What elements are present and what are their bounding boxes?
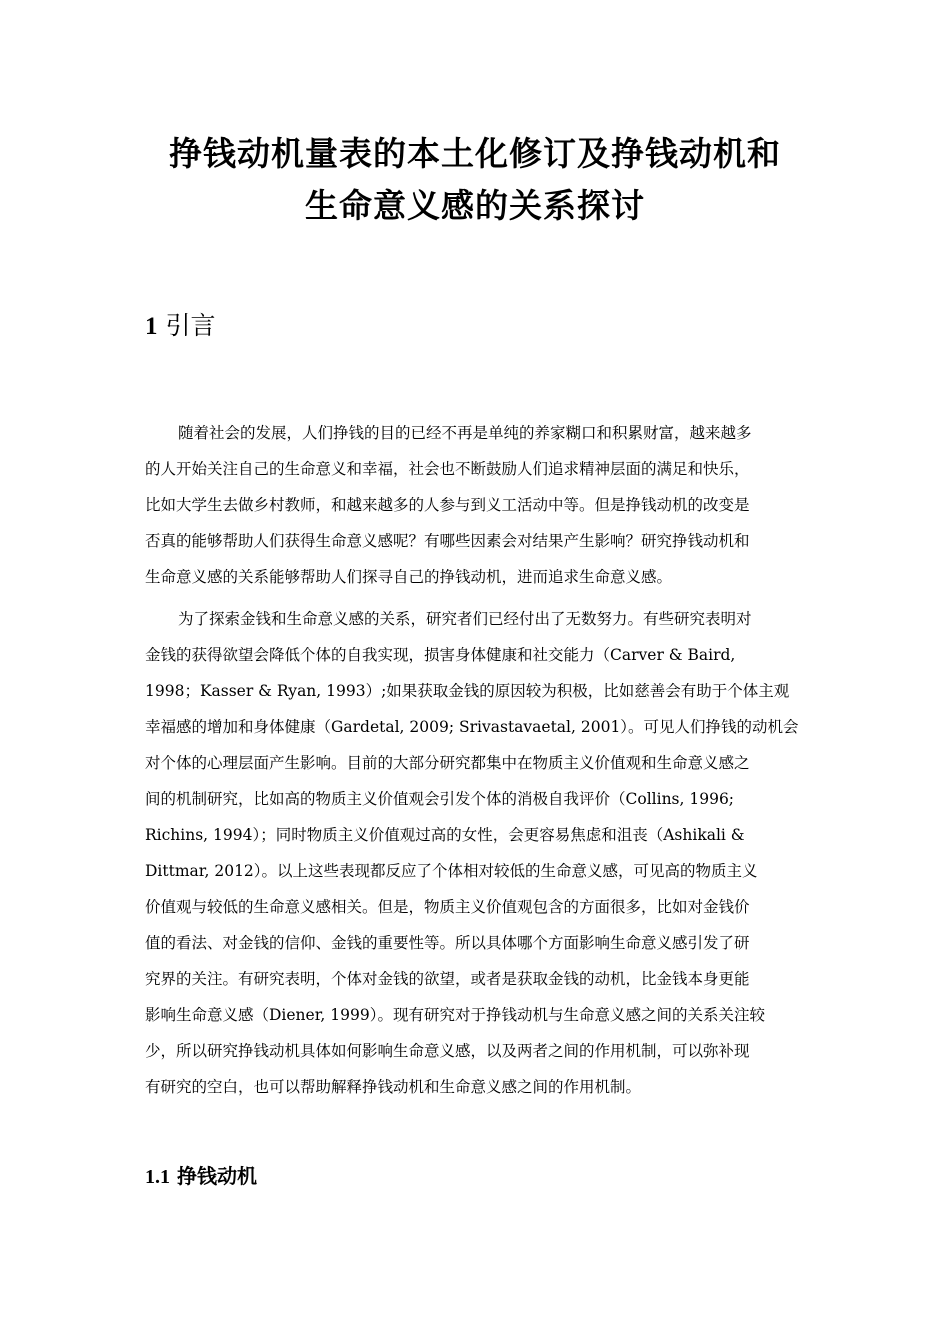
paragraph-line: 对个体的心理层面产生影响。目前的大部分研究都集中在物质主义价值观和生命意义感之 [145,754,750,772]
paragraph-line: 值的看法、对金钱的信仰、金钱的重要性等。所以具体哪个方面影响生命意义感引发了研 [145,934,750,952]
section-title: 引言 [165,311,216,340]
section-heading-introduction [145,306,215,347]
paragraph-line: 比如大学生去做乡村教师，和越来越多的人参与到义工活动中等。但是挣钱动机的改变是 [145,496,750,514]
paragraph-line: 随着社会的发展，人们挣钱的目的已经不再是单纯的养家糊口和积累财富，越来越多 [178,424,752,442]
paragraph-line: 少，所以研究挣钱动机具体如何影响生命意义感，以及两者之间的作用机制，可以弥补现 [145,1042,750,1060]
paragraph-line: 生命意义感的关系能够帮助人们探寻自己的挣钱动机，进而追求生命意义感。 [145,568,673,586]
paragraph-line: 金钱的获得欲望会降低个体的自我实现，损害身体健康和社交能力（Carver & Baird, [145,646,736,664]
paragraph-line: 为了探索金钱和生命意义感的关系，研究者们已经付出了无数努力。有些研究表明对 [178,610,752,628]
paragraph-1 [145,415,805,595]
paragraph-line: 价值观与较低的生命意义感相关。但是，物质主义价值观包含的方面很多，比如对金钱价 [145,898,750,916]
paragraph-line: 1998；Kasser & Ryan, 1993）;如果获取金钱的原因较为积极，比如慈善会有助于个体主观 [145,682,790,700]
paragraph-line: Dittmar, 2012）。以上这些表现都反应了个体相对较低的生命意义感，可见高的物质主义 [145,862,758,880]
subsection-number: 1.1 [145,1166,170,1188]
paragraph-line: Richins, 1994）；同时物质主义价值观过高的女性，会更容易焦虑和沮丧（Ashikali & [145,826,745,844]
paragraph-line: 间的机制研究，比如高的物质主义价值观会引发个体的消极自我评价（Collins, 1996; [145,790,735,808]
paper-title-line-1: 挣钱动机量表的本土化修订及挣钱动机和 [169,134,781,173]
paper-title [80,128,870,232]
paragraph-line: 幸福感的增加和身体健康（Gardetal, 2009; Srivastavaetal, 2001）。可见人们挣钱的动机会 [145,718,799,736]
paragraph-line: 有研究的空白，也可以帮助解释挣钱动机和生命意义感之间的作用机制。 [145,1078,642,1096]
paragraph-line: 的人开始关注自己的生命意义和幸福，社会也不断鼓励人们追求精神层面的满足和快乐， [145,460,750,478]
paragraph-2 [145,601,805,1105]
paragraph-line: 究界的关注。有研究表明，个体对金钱的欲望，或者是获取金钱的动机，比金钱本身更能 [145,970,750,988]
section-number: 1 [145,313,158,340]
subsection-title: 挣钱动机 [176,1164,257,1188]
paragraph-line: 影响生命意义感（Diener, 1999）。现有研究对于挣钱动机与生命意义感之间的关系关注较 [145,1006,765,1024]
paper-title-line-2: 生命意义感的关系探讨 [305,186,645,225]
subsection-heading-earning-motivation [145,1159,257,1194]
paragraph-line: 否真的能够帮助人们获得生命意义感呢？有哪些因素会对结果产生影响？研究挣钱动机和 [145,532,750,550]
